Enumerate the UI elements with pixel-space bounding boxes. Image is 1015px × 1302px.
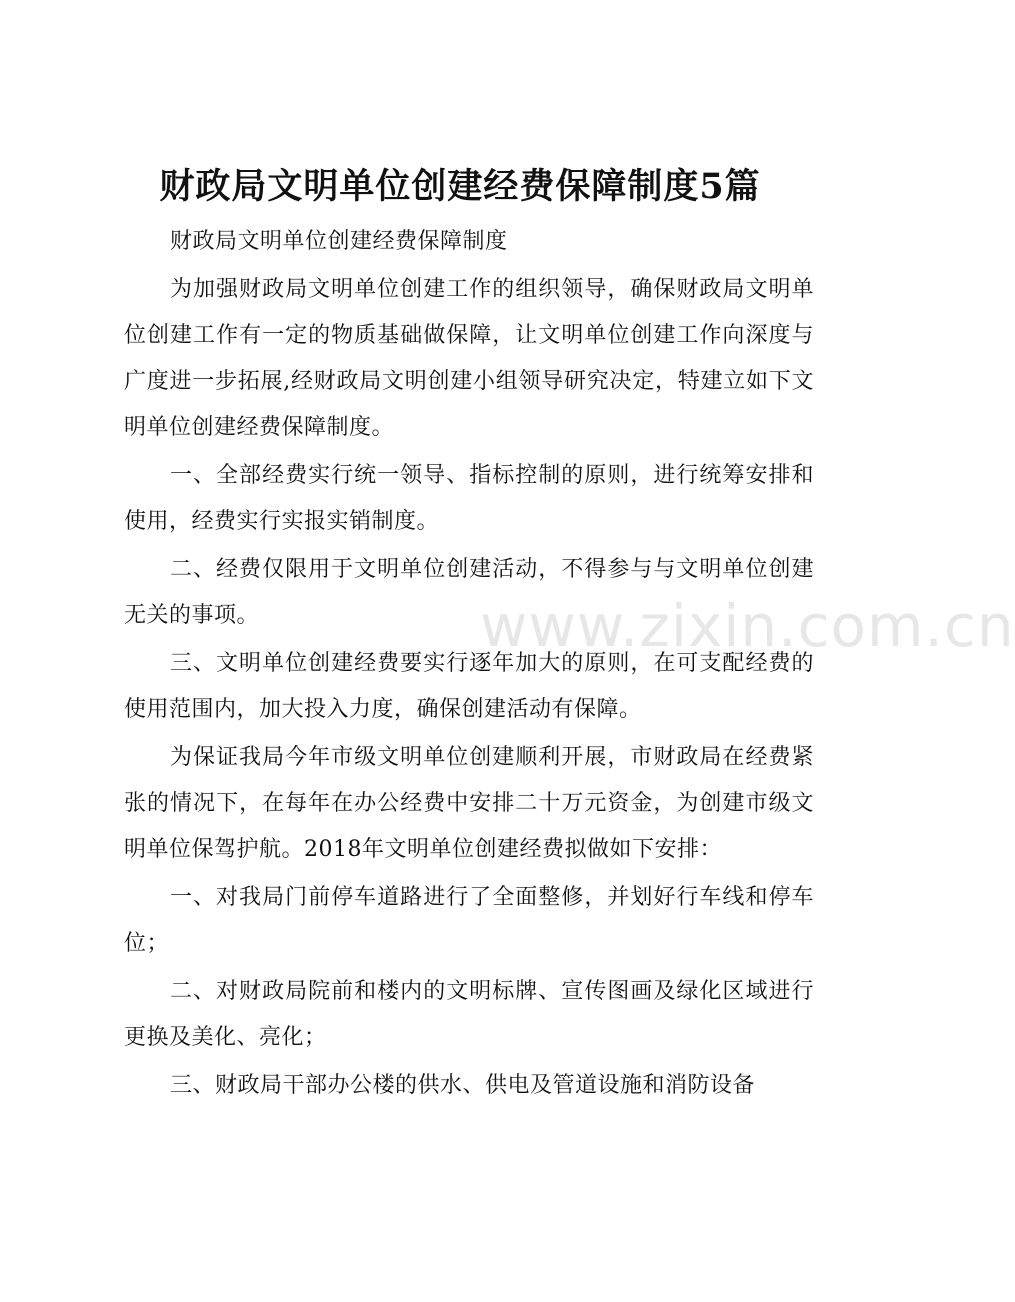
paragraph-rule-1: 一、全部经费实行统一领导、指标控制的原则，进行统筹安排和使用，经费实行实报实销制度。 <box>124 463 814 534</box>
paragraph-plan-1: 一、对我局门前停车道路进行了全面整修，并划好行车线和停车位； <box>124 885 814 956</box>
paragraph-plan-2: 二、对财政局院前和楼内的文明标牌、宣传图画及绿化区域进行更换及美化、亮化； <box>124 979 814 1050</box>
document-title: 财政局文明单位创建经费保障制度5篇 <box>159 166 761 207</box>
watermark-logo: www.zixin.com.cn <box>480 592 1015 660</box>
paragraph-subtitle: 财政局文明单位创建经费保障制度 <box>170 229 508 254</box>
paragraph-funding: 为保证我局今年市级文明单位创建顺利开展，市财政局在经费紧张的情况下，在每年在办公经费中安排二十万元资金，为创建市级文明单位保驾护航。2018年文明单位创建经费拟做如下安排： <box>124 745 814 862</box>
paragraph-rule-3: 三、文明单位创建经费要实行逐年加大的原则，在可支配经费的使用范围内，加大投入力度，确保创建活动有保障。 <box>124 651 814 722</box>
paragraph-rule-2: 二、经费仅限用于文明单位创建活动，不得参与与文明单位创建无关的事项。 <box>124 557 814 628</box>
paragraph-plan-3: 三、财政局干部办公楼的供水、供电及管道设施和消防设备 <box>170 1073 756 1098</box>
paragraph-intro: 为加强财政局文明单位创建工作的组织领导，确保财政局文明单位创建工作有一定的物质基础做保障，让文明单位创建工作向深度与广度进一步拓展,经财政局文明创建小组领导研究决定，特建立如下文明单位创建经费保障制度。 <box>124 277 814 440</box>
document-body <box>124 219 814 1111</box>
